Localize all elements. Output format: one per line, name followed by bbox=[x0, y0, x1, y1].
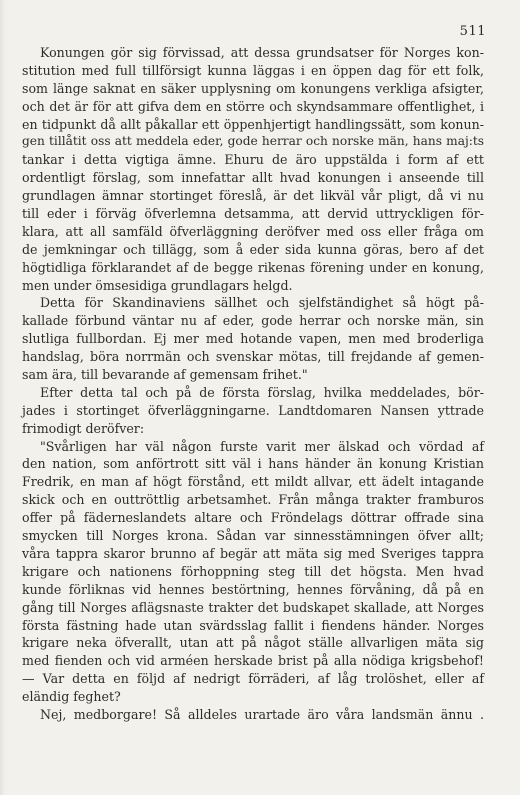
page-gutter-shadow bbox=[0, 0, 6, 795]
text-line: våra tappra skaror brunno af begär att mäta sig med Sveriges tappra bbox=[22, 545, 484, 561]
text-line: stitution med full tillförsigt kunna läggas i en öppen dag för ett folk, bbox=[22, 62, 484, 78]
text-line: klara, att all samfäld öfverläggning deröfver med oss eller fråga om bbox=[22, 223, 484, 239]
text-line: Efter detta tal och på de första förslag, hvilka meddelades, bör- bbox=[40, 384, 484, 400]
text-line: gen tillåtit oss att meddela eder, gode herrar och norske män, hans maj:ts bbox=[22, 134, 484, 149]
text-line: Fredrik, en man af högt förstånd, ett mildt allvar, ett ädelt intagande bbox=[22, 474, 484, 490]
text-line: slutliga fullbordan. Ej mer med hotande vapen, men med broderliga bbox=[22, 331, 484, 347]
text-line: ordentligt förslag, som innefattar allt hvad konungen i anseende till bbox=[22, 170, 484, 186]
text-line: krigare och nationens förhoppning steg till det högsta. Men hvad bbox=[22, 563, 484, 579]
text-line: tankar i detta vigtiga ämne. Ehuru de äro uppstälda i form af ett bbox=[22, 152, 484, 168]
text-line: frimodigt deröfver: bbox=[22, 420, 145, 436]
text-line: krigare neka öfverallt, utan att på något ställe allvarligen mäta sig bbox=[22, 635, 484, 651]
text-line: högtidliga förklarandet af de begge rikenas förening under en konung, bbox=[22, 259, 484, 275]
text-line: Konungen gör sig förvissad, att dessa grundsatser för Norges kon- bbox=[40, 45, 484, 60]
text-line: sam ära, till bevarande af gemensam frihet." bbox=[22, 367, 308, 383]
text-line: offer på fäderneslandets altare och Fröndelags döttrar offrade sina bbox=[22, 510, 484, 526]
body-text bbox=[22, 44, 484, 724]
text-line: kallade förbund väntar nu af eder, gode herrar och norske män, sin bbox=[22, 313, 484, 329]
text-line: jades i stortinget öfverläggningarne. Landtdomaren Nansen yttrade bbox=[22, 402, 484, 418]
page-number: 511 bbox=[459, 24, 486, 39]
text-line: kunde förliknas vid hennes bestörtning, hennes förvåning, då på en bbox=[22, 581, 484, 597]
text-line: som länge saknat en säker upplysning om konungens verkliga afsigter, bbox=[22, 80, 484, 96]
text-line: och det är för att gifva dem en större och skyndsammare offentlighet, i bbox=[22, 98, 484, 114]
text-line: men under ömsesidiga grundlagars helgd. bbox=[22, 277, 293, 293]
text-line: handslag, böra norrmän och svenskar mötas, till frejdande af gemen- bbox=[22, 349, 484, 365]
text-line: den nation, som anförtrott sitt väl i hans händer än konung Kristian bbox=[22, 456, 484, 472]
text-line: de jemkningar och tillägg, som å eder sida kunna göras, bero af det bbox=[22, 241, 484, 257]
text-line: första fästning hade utan svärdsslag fallit i fiendens händer. Norges bbox=[22, 617, 484, 633]
text-line: skick och en outtröttlig arbetsamhet. Från många trakter framburos bbox=[22, 492, 484, 508]
text-line: gång till Norges aflägsnaste trakter det budskapet skallade, att Norges bbox=[22, 599, 484, 615]
text-line: en tidpunkt då allt påkallar ett öppenhjertigt handlingssätt, som konun- bbox=[22, 116, 484, 132]
text-line: smycken till Norges krona. Sådan var sinnesstämningen öfver allt; bbox=[22, 528, 484, 544]
text-line: — Var detta en följd af nedrigt förräderi, af låg trolöshet, eller af bbox=[22, 671, 484, 687]
text-line: Detta för Skandinaviens sällhet och sjelfständighet så högt på- bbox=[40, 295, 484, 311]
text-line: grundlagen ämnar stortinget föreslå, är det likväl vår pligt, då vi nu bbox=[22, 188, 484, 204]
text-line: Nej, medborgare! Så alldeles urartade äro våra landsmän ännu . bbox=[40, 706, 484, 722]
text-line: eländig feghet? bbox=[22, 689, 121, 705]
text-line: till eder i förväg öfverlemna detsamma, att dervid uttryckligen för- bbox=[22, 206, 484, 222]
text-line: med fienden och vid arméen herskade brist på alla nödiga krigsbehof! bbox=[22, 653, 484, 669]
text-line: "Svårligen har väl någon furste varit mer älskad och vördad af bbox=[40, 438, 484, 454]
